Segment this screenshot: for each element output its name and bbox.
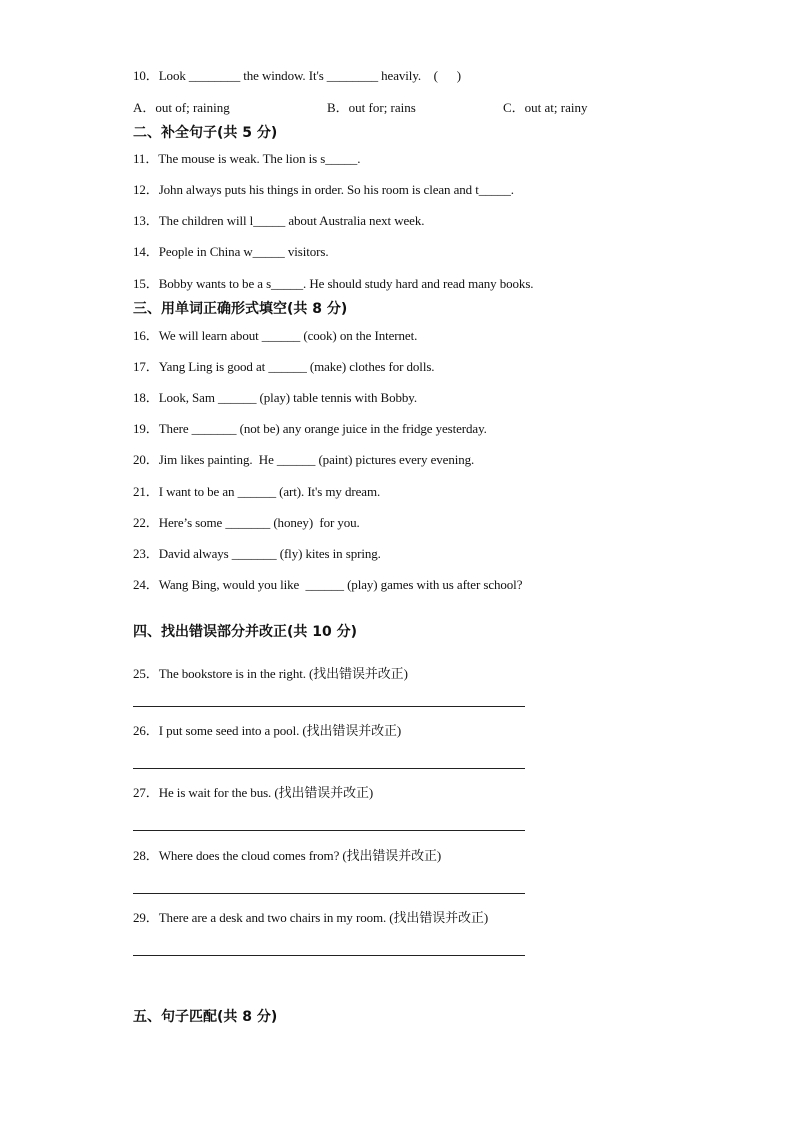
answer-line-25[interactable]: [133, 706, 525, 707]
option-b: B．out for; rains: [327, 100, 416, 115]
option-a: A．out of; raining: [133, 100, 230, 115]
question-25: 25．The bookstore is in the right. (找出错误并改正): [133, 666, 408, 681]
section-4-title: 四、找出错误部分并改正(共 10 分): [133, 624, 358, 640]
question-23: 23．David always _______ (fly) kites in spring.: [133, 546, 381, 561]
question-27: 27．He is wait for the bus. (找出错误并改正): [133, 785, 374, 800]
section-3-title: 三、用单词正确形式填空(共 8 分): [133, 301, 348, 317]
question-24: 24．Wang Bing, would you like ______ (play) games with us after school?: [133, 577, 523, 592]
option-c: C．out at; rainy: [503, 100, 588, 115]
question-20: 20．Jim likes painting. He ______ (paint) pictures every evening.: [133, 452, 475, 467]
answer-line-29[interactable]: [133, 955, 525, 956]
section-5-title: 五、句子匹配(共 8 分): [133, 1009, 278, 1025]
question-14: 14．People in China w_____ visitors.: [133, 244, 329, 259]
question-15: 15．Bobby wants to be a s_____. He should study hard and read many books.: [133, 276, 534, 291]
answer-line-28[interactable]: [133, 893, 525, 894]
question-22: 22．Here’s some _______ (honey) for you.: [133, 515, 360, 530]
question-11: 11．The mouse is weak. The lion is s_____.: [133, 151, 361, 166]
answer-line-26[interactable]: [133, 768, 525, 769]
question-26: 26．I put some seed into a pool. (找出错误并改正): [133, 723, 402, 738]
question-21: 21．I want to be an ______ (art). It's my dream.: [133, 484, 381, 499]
question-28: 28．Where does the cloud comes from? (找出错误并改正): [133, 848, 442, 863]
question-16: 16．We will learn about ______ (cook) on the Internet.: [133, 328, 418, 343]
question-17: 17．Yang Ling is good at ______ (make) clothes for dolls.: [133, 359, 435, 374]
question-10: 10．Look ________ the window. It's ________ heavily. ( ): [133, 68, 461, 83]
question-18: 18．Look, Sam ______ (play) table tennis with Bobby.: [133, 390, 417, 405]
question-29: 29．There are a desk and two chairs in my room. (找出错误并改正): [133, 910, 489, 925]
question-13: 13．The children will l_____ about Australia next week.: [133, 213, 425, 228]
section-2-title: 二、补全句子(共 5 分): [133, 125, 278, 141]
question-19: 19．There _______ (not be) any orange juice in the fridge yesterday.: [133, 421, 487, 436]
answer-line-27[interactable]: [133, 830, 525, 831]
question-12: 12．John always puts his things in order. So his room is clean and t_____.: [133, 182, 514, 197]
